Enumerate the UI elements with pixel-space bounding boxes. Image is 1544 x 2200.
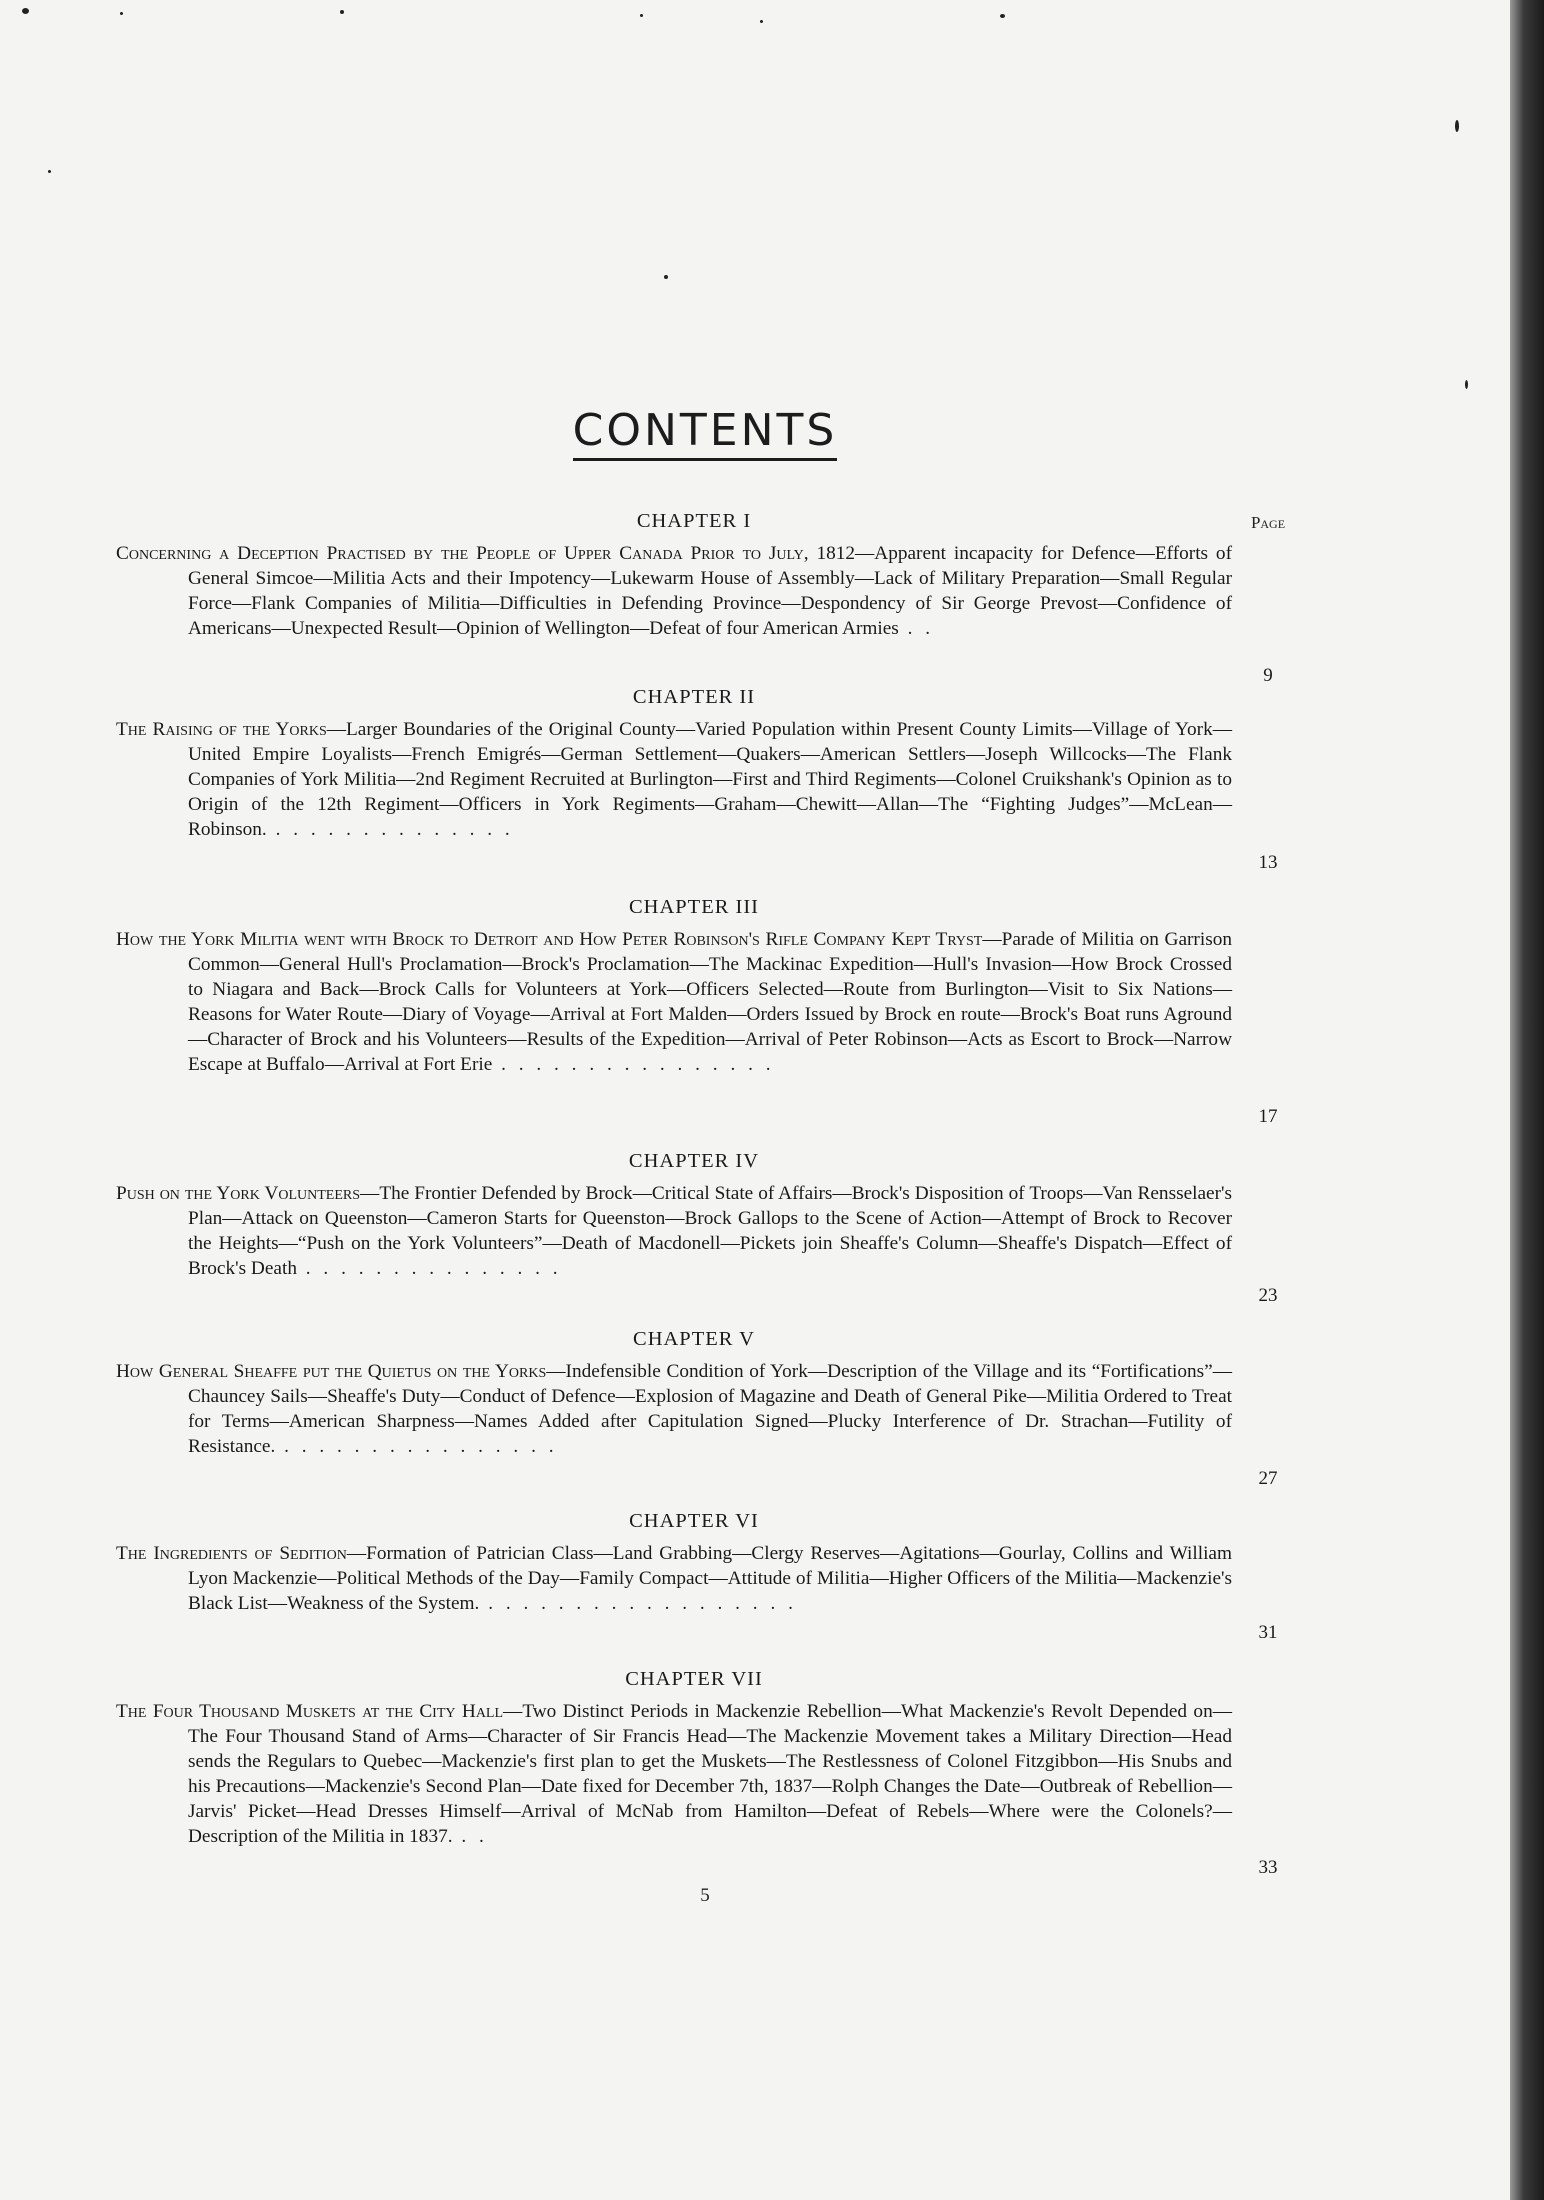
chapter-summary: How the York Militia went with Brock to Detroit and How Peter Robinson's Rifle Company Kept Tryst—Parade of Militia on Garrison Common—General Hull's Proclamation—Brock's Proclamation—The Mackinac Expedition—Hull's Invasion—How Brock Crossed to Niagara and Back—Brock Calls for Volunteers at York—Officers Selected—Route from Burlington—Visit to Six Nations—Reasons for Water Route—Diary of Voyage—Arrival at Fort Malden—Orders Issued by Brock en route—Brock's Boat runs Aground—Character of Brock and his Volunteers—Results of the Expedition—Arrival of Peter Robinson—Acts as Escort to Brock—Narrow Escape at Buffalo—Arrival at Fort Erie . . . . . . . . . . . . . . . .: [116, 929, 1232, 1075]
page-number: 31: [1258, 1622, 1278, 1643]
chapter-synopsis: —Formation of Patrician Class—Land Grabbing—Clergy Reserves—Agitations—Gourlay, Collins and William Lyon Mackenzie—Political Methods of the Day—Family Compact—Attitude of Militia—Higher Officers of the Militia—Mackenzie's Black List—Weakness of the System.: [188, 1543, 1232, 1614]
contents-heading: CONTENTS: [0, 405, 1410, 456]
chapter-synopsis: —The Frontier Defended by Brock—Critical State of Affairs—Brock's Disposition of Troops—Van Rensselaer's Plan—Attack on Queenston—Cameron Starts for Queenston—Brock Gallops to the Scene of Action—Attempt of Brock to Recover the Heights—“Push on the York Volunteers”—Death of Macdonell—Pickets join Sheaffe's Column—Sheaffe's Dispatch—Effect of Brock's Death: [188, 1183, 1232, 1279]
chapter-synopsis: —Apparent incapacity for Defence—Efforts of General Simcoe—Militia Acts and their Impotency—Lukewarm House of Assembly—Lack of Military Preparation—Small Regular Force—Flank Companies of Militia—Difficulties in Defending Province—Despondency of Sir George Prevost—Confidence of Americans—Unexpected Result—Opinion of Wellington—Defeat of four American Armies: [188, 543, 1232, 639]
chapter-heading: The Four Thousand Muskets at the City Hall: [116, 1701, 504, 1722]
chapter-summary: Concerning a Deception Practised by the People of Upper Canada Prior to July, 1812—Apparent incapacity for Defence—Efforts of General Simcoe—Militia Acts and their Impotency—Lukewarm House of Assembly—Lack of Military Preparation—Small Regular Force—Flank Companies of Militia—Difficulties in Defending Province—Despondency of Sir George Prevost—Confidence of Americans—Unexpected Result—Opinion of Wellington—Defeat of four American Armies . .: [116, 543, 1232, 639]
chapter-summary: The Four Thousand Muskets at the City Hall—Two Distinct Periods in Mackenzie Rebellion—What Mackenzie's Revolt Depended on—The Four Thousand Stand of Arms—Character of Sir Francis Head—The Mackenzie Movement takes a Military Direction—Head sends the Regulars to Quebec—Mackenzie's first plan to get the Muskets—The Restlessness of Colonel Fitzgibbon—His Snubs and his Precautions—Mackenzie's Second Plan—Date fixed for December 7th, 1837—Rolph Changes the Date—Outbreak of Rebellion—Jarvis' Picket—Head Dresses Himself—Arrival of McNab from Hamilton—Defeat of Rebels—Where were the Colonels?—Description of the Militia in 1837. . .: [116, 1701, 1232, 1847]
chapter-summary: Push on the York Volunteers—The Frontier Defended by Brock—Critical State of Affairs—Brock's Disposition of Troops—Van Rensselaer's Plan—Attack on Queenston—Cameron Starts for Queenston—Brock Gallops to the Scene of Action—Attempt of Brock to Recover the Heights—“Push on the York Volunteers”—Death of Macdonell—Pickets join Sheaffe's Column—Sheaffe's Dispatch—Effect of Brock's Death . . . . . . . . . . . . . . .: [116, 1183, 1232, 1279]
chapter-title: CHAPTER I: [636, 510, 752, 532]
page-number: 23: [1258, 1285, 1278, 1306]
page-number: 27: [1258, 1468, 1278, 1489]
chapter-summary: The Raising of the Yorks—Larger Boundaries of the Original County—Varied Population within Present County Limits—Village of York—United Empire Loyalists—French Emigrés—German Settlement—Quakers—American Settlers—Joseph Willcocks—The Flank Companies of York Militia—2nd Regiment Recruited at Burlington—First and Third Regiments—Colonel Cruikshank's Opinion as to Origin of the 12th Regiment—Officers in York Regiments—Graham—Chewitt—Allan—The “Fighting Judges”—McLean—Robinson. . . . . . . . . . . . . . .: [116, 719, 1232, 840]
page-number: 33: [1258, 1857, 1278, 1878]
page-column-label: Page: [1250, 513, 1286, 532]
chapter-title: CHAPTER II: [632, 686, 756, 708]
chapter-synopsis: —Two Distinct Periods in Mackenzie Rebellion—What Mackenzie's Revolt Depended on—The Four Thousand Stand of Arms—Character of Sir Francis Head—The Mackenzie Movement takes a Military Direction—Head sends the Regulars to Quebec—Mackenzie's first plan to get the Muskets—The Restlessness of Colonel Fitzgibbon—His Snubs and his Precautions—Mackenzie's Second Plan—Date fixed for December 7th, 1837—Rolph Changes the Date—Outbreak of Rebellion—Jarvis' Picket—Head Dresses Himself—Arrival of McNab from Hamilton—Defeat of Rebels—Where were the Colonels?—Description of the Militia in 1837.: [188, 1701, 1232, 1847]
chapter-entry[interactable]: [116, 1150, 1232, 1281]
chapter-entry[interactable]: [116, 686, 1232, 842]
chapter-synopsis: —Larger Boundaries of the Original County—Varied Population within Present County Limits—Village of York—United Empire Loyalists—French Emigrés—German Settlement—Quakers—American Settlers—Joseph Willcocks—The Flank Companies of York Militia—2nd Regiment Recruited at Burlington—First and Third Regiments—Colonel Cruikshank's Opinion as to Origin of the 12th Regiment—Officers in York Regiments—Graham—Chewitt—Allan—The “Fighting Judges”—McLean—Robinson.: [188, 719, 1232, 840]
page-number: 17: [1258, 1106, 1278, 1127]
chapter-heading: The Raising of the Yorks: [116, 719, 327, 740]
scanner-shadow: [1510, 0, 1544, 2200]
chapter-title: CHAPTER IV: [628, 1150, 760, 1172]
chapter-synopsis: —Indefensible Condition of York—Description of the Village and its “Fortifications”—Chauncey Sails—Sheaffe's Duty—Conduct of Defence—Explosion of Magazine and Death of General Pike—Militia Ordered to Treat for Terms—American Sharpness—Names Added after Capitulation Signed—Plucky Interference of Dr. Strachan—Futility of Resistance.: [188, 1361, 1232, 1457]
chapter-entry[interactable]: [116, 896, 1232, 1077]
chapter-heading: Concerning a Deception Practised by the People of Upper Canada Prior to July, 1812: [116, 543, 856, 564]
chapter-entry[interactable]: [116, 510, 1232, 641]
chapter-synopsis: —Parade of Militia on Garrison Common—General Hull's Proclamation—Brock's Proclamation—The Mackinac Expedition—Hull's Invasion—How Brock Crossed to Niagara and Back—Brock Calls for Volunteers at York—Officers Selected—Route from Burlington—Visit to Six Nations—Reasons for Water Route—Diary of Voyage—Arrival at Fort Malden—Orders Issued by Brock en route—Brock's Boat runs Aground—Character of Brock and his Volunteers—Results of the Expedition—Arrival of Peter Robinson—Acts as Escort to Brock—Narrow Escape at Buffalo—Arrival at Fort Erie: [188, 929, 1232, 1075]
chapter-title: CHAPTER V: [633, 1328, 755, 1350]
page-number: 13: [1258, 852, 1278, 873]
chapter-title: CHAPTER VI: [629, 1510, 759, 1532]
chapter-title: CHAPTER VII: [625, 1668, 763, 1690]
chapter-entry[interactable]: [116, 1668, 1232, 1849]
chapter-summary: The Ingredients of Sedition—Formation of Patrician Class—Land Grabbing—Clergy Reserves—Agitations—Gourlay, Collins and William Lyon Mackenzie—Political Methods of the Day—Family Compact—Attitude of Militia—Higher Officers of the Militia—Mackenzie's Black List—Weakness of the System. . . . . . . . . . . . . . . . . . .: [116, 1543, 1232, 1614]
chapter-heading: How General Sheaffe put the Quietus on the Yorks: [116, 1361, 547, 1382]
chapter-entry[interactable]: [116, 1510, 1232, 1616]
chapter-title: CHAPTER III: [628, 896, 759, 918]
chapter-heading: How the York Militia went with Brock to Detroit and How Peter Robinson's Rifle Company Kept Tryst: [116, 929, 983, 950]
chapter-entry[interactable]: [116, 1328, 1232, 1459]
page-number: 9: [1263, 665, 1273, 686]
chapter-heading: Push on the York Volunteers: [116, 1183, 361, 1204]
folio-page-number: 5: [700, 1885, 710, 1906]
chapter-heading: The Ingredients of Sedition: [116, 1543, 347, 1564]
chapter-summary: How General Sheaffe put the Quietus on the Yorks—Indefensible Condition of York—Description of the Village and its “Fortifications”—Chauncey Sails—Sheaffe's Duty—Conduct of Defence—Explosion of Magazine and Death of General Pike—Militia Ordered to Treat for Terms—American Sharpness—Names Added after Capitulation Signed—Plucky Interference of Dr. Strachan—Futility of Resistance. . . . . . . . . . . . . . . . .: [116, 1361, 1232, 1457]
